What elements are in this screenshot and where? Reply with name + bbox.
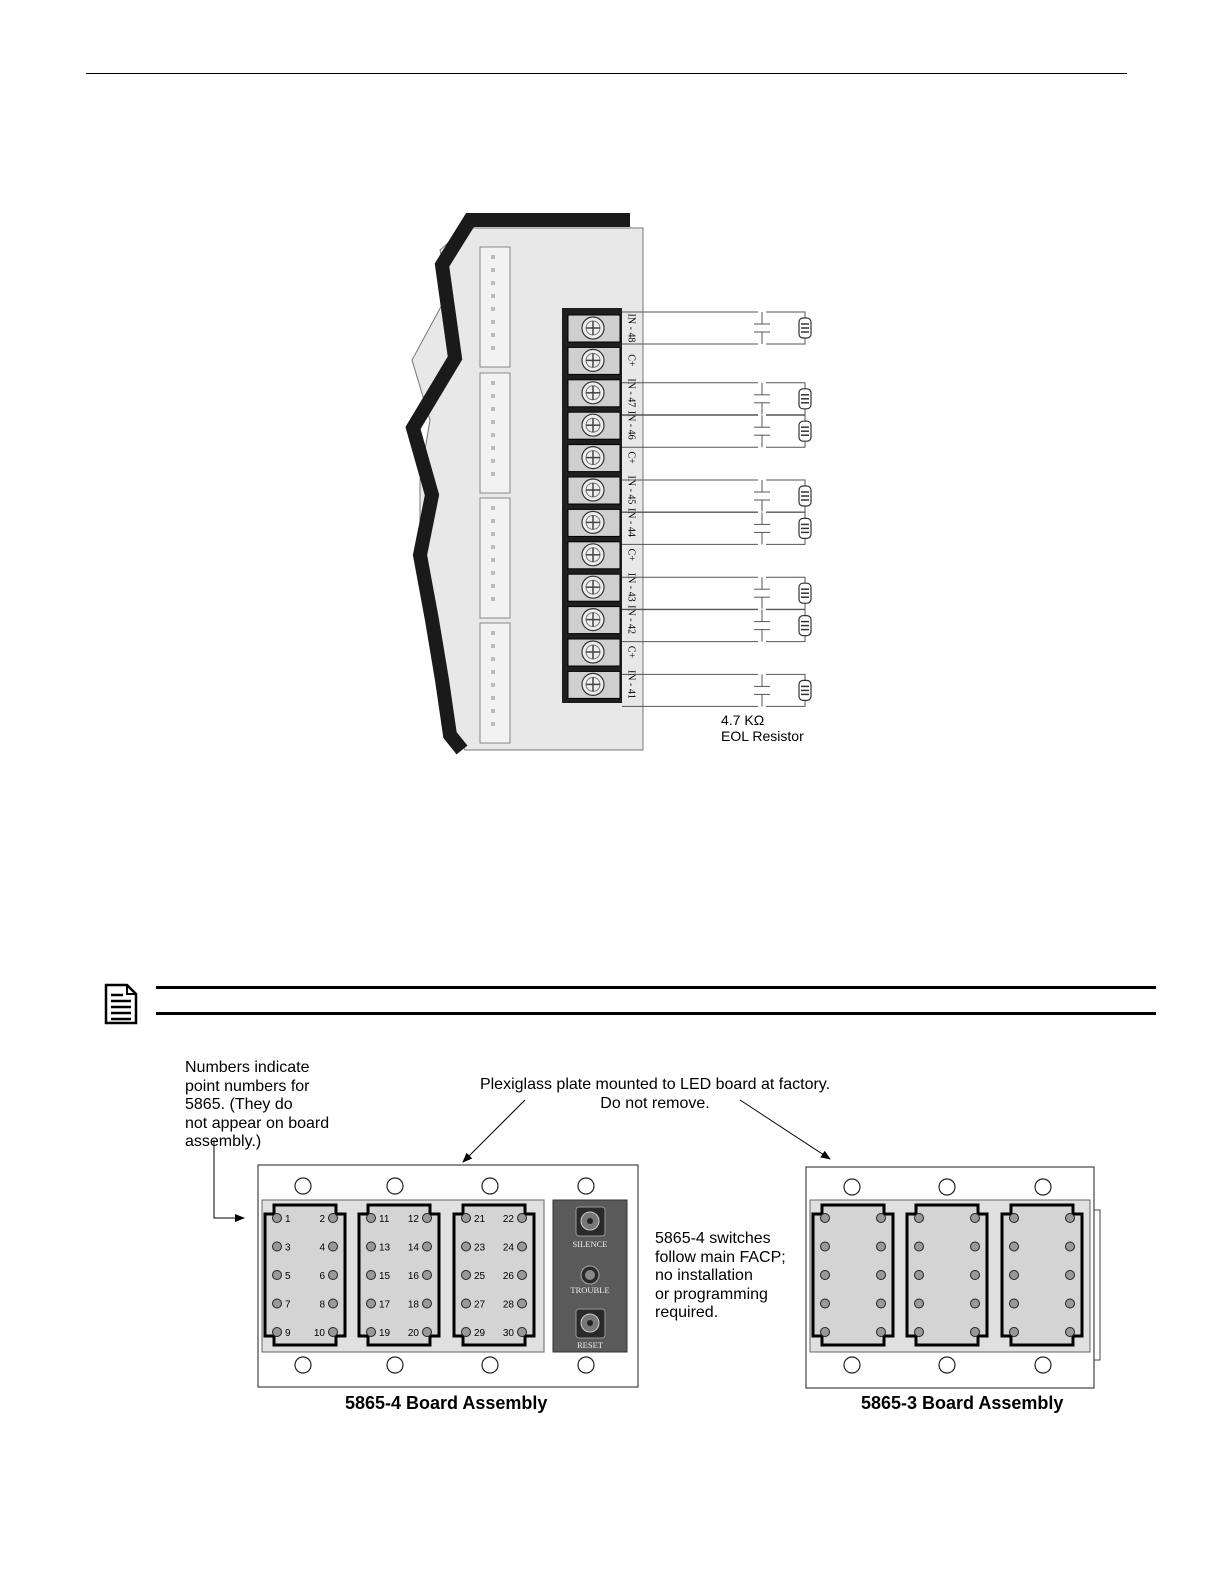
point-led — [462, 1328, 471, 1337]
eol-resistor — [799, 389, 811, 409]
point-number: 18 — [407, 1299, 419, 1311]
contact-loop — [622, 382, 805, 416]
header-rule — [86, 73, 1127, 74]
terminal-wiring-figure — [400, 210, 820, 760]
point-led — [915, 1328, 924, 1337]
silence-switch[interactable] — [576, 1207, 605, 1236]
point-led — [423, 1328, 432, 1337]
point-led — [367, 1242, 376, 1251]
point-led — [518, 1299, 527, 1308]
contact-loop — [622, 414, 805, 448]
point-led — [915, 1214, 924, 1223]
point-led — [423, 1242, 432, 1251]
mount-hole — [482, 1357, 498, 1373]
terminal-screw — [568, 509, 620, 536]
mount-hole — [1035, 1179, 1051, 1195]
point-led — [273, 1328, 282, 1337]
point-led — [518, 1328, 527, 1337]
callout-switches: 5865-4 switches follow main FACP; no installation or programming required. — [655, 1230, 786, 1321]
point-led — [367, 1299, 376, 1308]
board-5865-3 — [806, 1167, 1100, 1388]
terminal-label: IN - 43 — [625, 572, 637, 602]
terminal-screw — [568, 639, 620, 666]
callout-point-numbers: Numbers indicate point numbers for 5865. (They do not appear on board assembly.) — [185, 1059, 330, 1150]
point-number: 14 — [407, 1242, 419, 1254]
led-module — [907, 1205, 987, 1345]
contact-loop — [622, 511, 805, 545]
board-assemblies-figure — [0, 1060, 1224, 1430]
caption-5865-4: 5865-4 Board Assembly — [345, 1393, 548, 1413]
terminal-label: IN - 44 — [625, 507, 637, 537]
point-led — [1010, 1242, 1019, 1251]
terminal-screw — [568, 412, 620, 439]
point-led — [423, 1299, 432, 1308]
point-led — [915, 1271, 924, 1280]
eol-resistor — [799, 583, 811, 603]
point-led — [915, 1299, 924, 1308]
mount-hole — [295, 1178, 311, 1194]
led-module — [1002, 1205, 1082, 1345]
silence-label: SILENCE — [572, 1239, 608, 1249]
point-number: 6 — [319, 1271, 325, 1282]
eol-resistor — [799, 421, 811, 441]
point-number: 28 — [502, 1299, 514, 1311]
point-number: 26 — [502, 1271, 514, 1282]
leader-plexiglass-right — [740, 1100, 830, 1159]
point-led — [518, 1271, 527, 1280]
mount-hole — [1035, 1357, 1051, 1373]
eol-resistor — [799, 486, 811, 506]
point-led — [1010, 1214, 1019, 1223]
point-number: 4 — [319, 1242, 325, 1254]
point-number: 27 — [474, 1299, 486, 1311]
note-rule-bottom — [156, 1012, 1156, 1015]
terminal-screw — [568, 671, 620, 698]
point-led — [273, 1271, 282, 1280]
point-led — [329, 1214, 338, 1223]
point-number: 13 — [379, 1242, 391, 1254]
wire-group — [622, 311, 811, 707]
trouble-led — [581, 1266, 599, 1284]
point-led — [971, 1271, 980, 1280]
point-led — [273, 1214, 282, 1223]
terminal-label: C+ — [625, 548, 637, 561]
reset-label: RESET — [577, 1340, 603, 1350]
mount-hole — [844, 1357, 860, 1373]
trouble-label: TROUBLE — [570, 1285, 610, 1295]
terminal-label: C+ — [625, 451, 637, 464]
point-led — [273, 1299, 282, 1308]
eol-resistor — [799, 518, 811, 538]
leader-plexiglass-left — [463, 1100, 525, 1162]
point-led — [518, 1242, 527, 1251]
point-led — [367, 1271, 376, 1280]
terminal-label: IN - 46 — [625, 410, 637, 440]
mount-hole — [939, 1357, 955, 1373]
point-led — [423, 1271, 432, 1280]
mount-hole — [844, 1179, 860, 1195]
point-led — [462, 1214, 471, 1223]
led-module — [454, 1205, 534, 1345]
point-led — [971, 1242, 980, 1251]
point-led — [329, 1328, 338, 1337]
terminal-screw — [568, 542, 620, 569]
terminal-label: IN - 42 — [625, 605, 637, 635]
point-led — [462, 1271, 471, 1280]
point-led — [518, 1214, 527, 1223]
note-rule-top — [156, 986, 1156, 989]
eol-resistor-value: 4.7 KΩ — [721, 712, 765, 728]
point-number: 19 — [379, 1328, 391, 1339]
eol-resistor-text: EOL Resistor — [721, 728, 804, 744]
eol-resistor — [799, 616, 811, 636]
caption-5865-3: 5865-3 Board Assembly — [861, 1393, 1064, 1413]
terminal-screw — [568, 315, 620, 342]
point-number: 30 — [502, 1328, 514, 1339]
led-module — [359, 1205, 439, 1345]
point-number: 2 — [319, 1214, 325, 1225]
mount-hole — [387, 1178, 403, 1194]
point-number: 12 — [407, 1214, 419, 1225]
contact-loop — [622, 479, 805, 513]
point-number: 17 — [379, 1299, 391, 1311]
terminal-label: C+ — [625, 645, 637, 659]
terminal-label: IN - 47 — [625, 378, 637, 408]
point-led — [821, 1214, 830, 1223]
point-led — [1066, 1242, 1075, 1251]
point-led — [329, 1299, 338, 1308]
led-module — [813, 1205, 893, 1345]
point-number: 15 — [379, 1271, 391, 1282]
eol-resistor — [799, 318, 811, 338]
point-number: 22 — [502, 1214, 514, 1225]
eol-resistor — [799, 680, 811, 700]
point-number: 21 — [474, 1214, 486, 1225]
point-number: 5 — [285, 1271, 291, 1282]
mount-hole — [387, 1357, 403, 1373]
point-led — [821, 1271, 830, 1280]
point-led — [329, 1242, 338, 1251]
note-icon — [103, 983, 139, 1025]
terminal-label: C+ — [625, 354, 637, 367]
point-number: 25 — [474, 1271, 486, 1282]
point-led — [877, 1328, 886, 1337]
point-led — [915, 1242, 924, 1251]
point-led — [971, 1328, 980, 1337]
mount-hole — [578, 1178, 594, 1194]
contact-loop — [622, 609, 805, 643]
point-led — [821, 1328, 830, 1337]
terminal-label: IN - 45 — [625, 475, 637, 505]
callout-plexiglass: Plexiglass plate mounted to LED board at factory. Do not remove. — [479, 1076, 831, 1112]
point-number: 24 — [502, 1242, 514, 1254]
terminal-screw — [568, 574, 620, 601]
terminal-screw — [568, 380, 620, 407]
point-number: 3 — [285, 1242, 291, 1254]
point-led — [1066, 1214, 1075, 1223]
point-led — [877, 1214, 886, 1223]
point-led — [423, 1214, 432, 1223]
contact-loop — [622, 311, 805, 345]
point-led — [1010, 1299, 1019, 1308]
point-led — [971, 1214, 980, 1223]
contact-loop — [622, 673, 805, 707]
eol-resistor-label — [721, 712, 804, 744]
terminal-label: IN - 41 — [625, 669, 637, 699]
point-led — [1066, 1328, 1075, 1337]
point-number: 16 — [407, 1271, 419, 1282]
point-number: 9 — [285, 1328, 291, 1339]
point-number: 8 — [319, 1299, 325, 1311]
terminal-label: IN - 48 — [625, 313, 637, 343]
point-led — [1010, 1328, 1019, 1337]
point-number: 23 — [474, 1242, 486, 1254]
point-number: 10 — [313, 1328, 325, 1339]
point-led — [877, 1242, 886, 1251]
point-led — [877, 1299, 886, 1308]
point-led — [367, 1328, 376, 1337]
mount-hole — [578, 1357, 594, 1373]
point-led — [1010, 1271, 1019, 1280]
led-module — [265, 1205, 345, 1345]
board-5865-4 — [258, 1165, 638, 1387]
point-number: 7 — [285, 1299, 291, 1311]
point-number: 29 — [474, 1328, 486, 1339]
contact-loop — [622, 576, 805, 610]
point-led — [1066, 1299, 1075, 1308]
mount-hole — [939, 1179, 955, 1195]
terminal-screw — [568, 445, 620, 472]
point-led — [462, 1242, 471, 1251]
terminal-screw — [568, 477, 620, 504]
point-led — [367, 1214, 376, 1223]
reset-switch[interactable] — [576, 1309, 605, 1338]
terminal-screw — [568, 347, 620, 374]
point-number: 11 — [379, 1214, 390, 1225]
mount-hole — [295, 1357, 311, 1373]
point-led — [329, 1271, 338, 1280]
point-number: 20 — [407, 1328, 419, 1339]
point-led — [877, 1271, 886, 1280]
point-number: 1 — [285, 1214, 291, 1225]
leader-point-numbers — [214, 1140, 244, 1218]
point-led — [821, 1299, 830, 1308]
point-led — [821, 1242, 830, 1251]
point-led — [273, 1242, 282, 1251]
point-led — [1066, 1271, 1075, 1280]
mount-hole — [482, 1178, 498, 1194]
point-led — [971, 1299, 980, 1308]
point-led — [462, 1299, 471, 1308]
terminal-screw — [568, 607, 620, 634]
